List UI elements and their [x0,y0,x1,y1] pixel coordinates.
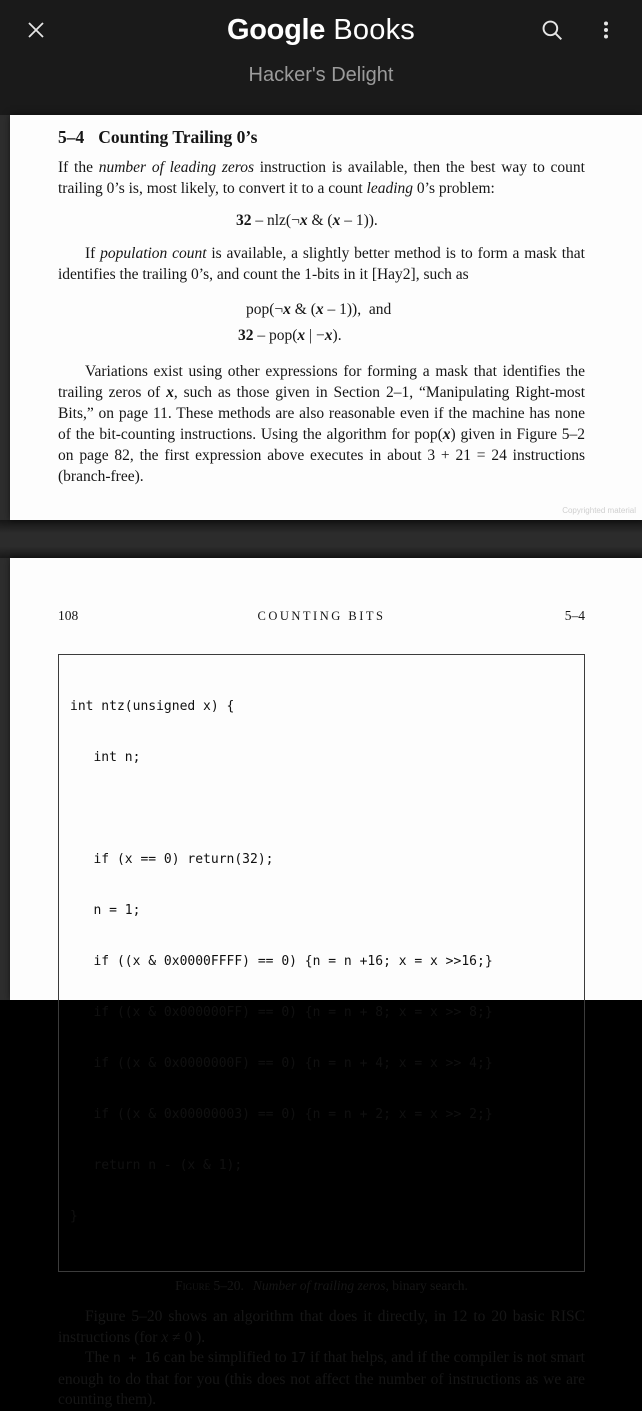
book-title: Hacker's Delight [248,64,394,86]
close-icon [24,18,48,45]
reading-area[interactable] [0,115,642,1408]
text-run: ≠ 0 ). [168,1328,206,1346]
search-icon [539,17,565,46]
search-button[interactable] [530,9,574,53]
text-run: 0’s problem: [413,180,495,197]
logo-books-text: Books [333,14,415,46]
text-run: instruction is available, then the best way to count trailing 0’s is, most likely, to convert it to a count [58,159,585,197]
page-gap [0,520,642,558]
paragraph [58,157,585,199]
header-toolbar [0,0,642,62]
text-run: x [315,301,324,318]
text-run: – 1)). [340,212,378,229]
copyright-watermark: Copyrighted material [562,506,636,515]
text-run: number of leading zeros [98,159,254,176]
code-line: if ((x & 0x00000003) == 0) {n = n + 2; x = x >> 2;} [70,1107,493,1122]
text-run: can be simplified to [160,1349,291,1366]
code-inline: n + 16 [113,1351,161,1366]
section-number: 5–4 [58,127,85,147]
code-line: int n; [70,750,141,765]
code-listing [58,654,585,1272]
text-run: 32 [236,212,252,229]
code-inline: 17 [290,1351,307,1366]
text-run: is available, a slightly better method is to form a mask that identifies the trailing 0’s, and count the 1-bits in it [Hay2], such as [58,245,585,283]
figure-caption [58,1278,585,1294]
text-run: If [85,245,101,262]
logo-google-text: Google [227,14,326,46]
code-line: if ((x & 0x0000FFFF) == 0) {n = n +16; x = x >>16;} [70,954,493,969]
text-run: Figure 5–20 shows an algorithm that does it directly, in 12 to 20 basic RISC instructions (for [58,1308,585,1346]
book-page-1 [10,115,642,520]
text-run: Variations exist using other expressions for forming a mask that identifies the trailing zeros of [58,363,585,401]
text-run: population count [100,245,207,262]
code-line: int ntz(unsigned x) { [70,699,235,714]
text-run: | − [305,327,325,344]
text-run: The [85,1349,113,1366]
close-button[interactable] [14,9,58,53]
text-run: – 1)), [323,301,362,318]
section-heading [58,127,585,148]
formula-nlz [236,212,585,230]
text-run: , such as those given in Section 2–1, “Manipulating Right-most Bits,” on page 11. These methods are also reasonable even if the machine has none of the bit-counting instructions. Using the algorithm for pop( [58,384,585,443]
text-run: x [442,426,451,443]
text-run: ) given in Figure 5–2 on page 82, the first expression above executes in about 3 + 21 = 24 instructions (branch-free). [58,426,585,485]
text-run: x [297,327,306,344]
app-header [0,0,642,115]
paragraph [58,361,585,487]
formula-pop-or [238,323,585,349]
section-ref: 5–4 [564,608,585,623]
book-page-2 [10,558,642,1408]
section-title: Counting Trailing 0’s [98,127,258,147]
page-number: 108 [58,608,79,623]
text-run: , binary search. [385,1278,468,1293]
text-run: If the [58,159,99,176]
text-run: if that helps, and if the compiler is not smart enough to do that for you (this does not affect the number of instructions as we are counting them). [58,1349,585,1408]
formula-pop-mask [238,297,585,323]
code-line: if ((x & 0x0000000F) == 0) {n = n + 4; x = x >> 4;} [70,1056,493,1071]
code-line: if ((x & 0x000000FF) == 0) {n = n + 8; x = x >> 8;} [70,1005,493,1020]
text-run: x [299,212,308,229]
paragraph [58,1348,585,1411]
text-run: – nlz(¬ [251,212,300,229]
text-run: x [283,301,291,318]
text-run: – pop( [253,327,298,344]
text-run: x [166,384,174,401]
text-run: pop(¬ [246,301,284,318]
header-actions [530,9,628,53]
formula-pop-group [238,297,585,349]
text-run: x [332,212,341,229]
figure-label: Figure 5–20. [175,1278,244,1293]
running-head [58,608,585,624]
code-line: } [70,1209,78,1224]
text-run: & ( [307,212,333,229]
code-line: if (x == 0) return(32); [70,852,274,867]
running-title: COUNTING BITS [257,609,386,623]
text-run: leading [366,180,414,197]
kebab-menu-icon [594,18,618,45]
code-line: n = 1; [70,903,141,918]
text-run: x [161,1328,169,1346]
code-line [70,800,574,817]
paragraph [58,1307,585,1348]
text-run: 32 [238,327,254,344]
code-line: return n - (x & 1); [70,1158,243,1173]
text-run: x [324,327,333,344]
paragraph [58,243,585,285]
overflow-menu-button[interactable] [584,9,628,53]
text-run: & ( [290,301,316,318]
text-run: ). [332,327,342,344]
text-run: Number of trailing zeros [252,1278,386,1293]
text-run: and [361,301,392,318]
